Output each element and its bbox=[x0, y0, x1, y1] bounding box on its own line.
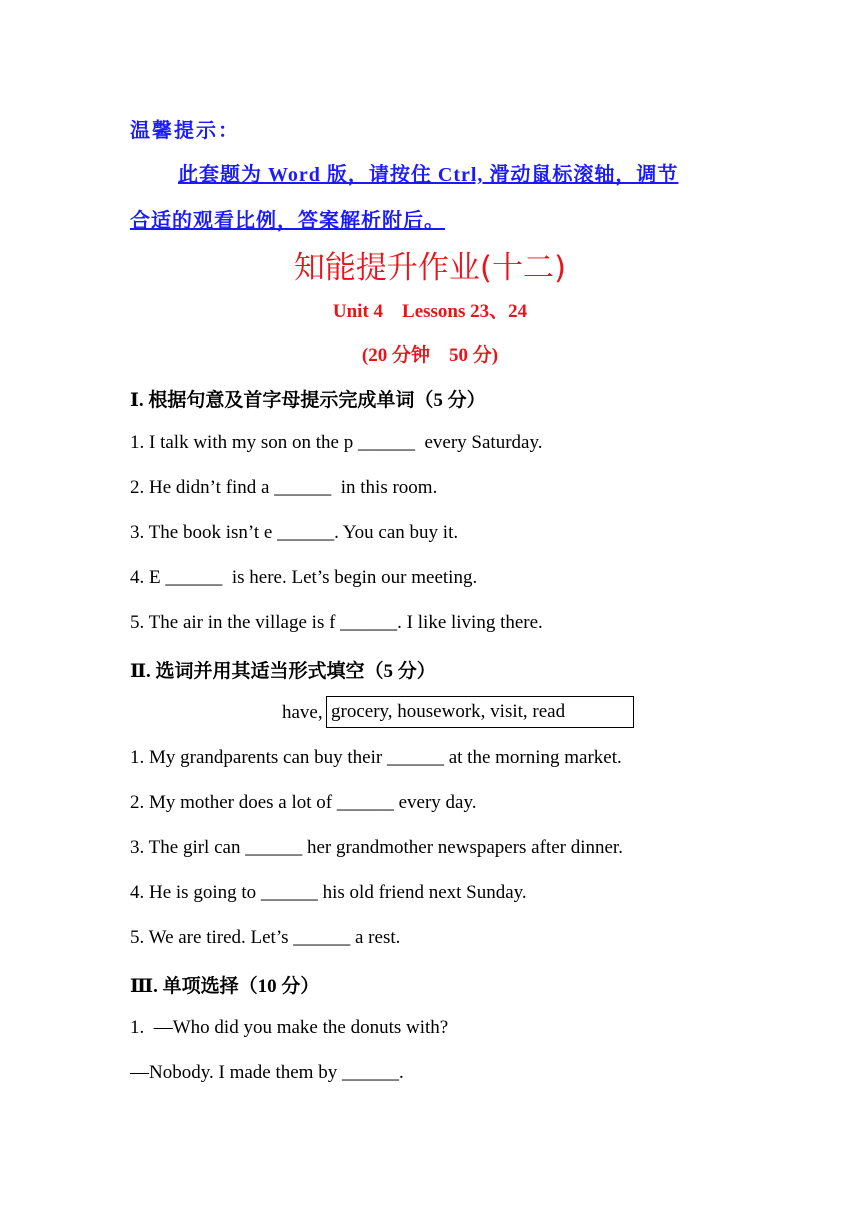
section-1-question: 2. He didn’t find a ______ in this room. bbox=[130, 477, 438, 498]
section-3-heading: Ⅲ. 单项选择（10 分） bbox=[130, 976, 320, 997]
unit-subtitle: Unit 4 Lessons 23、24 bbox=[332, 301, 528, 322]
word-box-prefix: have, bbox=[282, 702, 323, 723]
section-3-question: 1. —Who did you make the donuts with? bbox=[130, 1017, 449, 1038]
section-2-question: 2. My mother does a lot of ______ every day. bbox=[130, 792, 477, 813]
section-1-question: 5. The air in the village is f ______. I like living there. bbox=[130, 612, 543, 633]
section-3-answer-prompt: —Nobody. I made them by ______. bbox=[130, 1062, 404, 1083]
section-1-heading: Ⅰ. 根据句意及首字母提示完成单词（5 分） bbox=[130, 390, 486, 411]
section-1-question: 1. I talk with my son on the p ______ every Saturday. bbox=[130, 432, 543, 453]
page-title: 知能提升作业(十二) bbox=[293, 250, 567, 286]
time-score-note: (20 分钟 50 分) bbox=[361, 345, 499, 366]
section-2-question: 5. We are tired. Let’s ______ a rest. bbox=[130, 927, 401, 948]
word-box: grocery, housework, visit, read bbox=[326, 696, 634, 728]
section-2-question: 4. He is going to ______ his old friend next Sunday. bbox=[130, 882, 527, 903]
section-1-question: 3. The book isn’t e ______. You can buy it. bbox=[130, 522, 459, 543]
tip-line-1: 此套题为 Word 版，请按住 Ctrl, 滑动鼠标滚轴，调节 bbox=[178, 164, 679, 186]
section-2-question: 1. My grandparents can buy their ______ at the morning market. bbox=[130, 747, 622, 768]
section-2-question: 3. The girl can ______ her grandmother newspapers after dinner. bbox=[130, 837, 623, 858]
section-2-heading: Ⅱ. 选词并用其适当形式填空（5 分） bbox=[130, 661, 436, 682]
tip-heading: 温馨提示： bbox=[130, 120, 240, 142]
tip-line-2: 合适的观看比例，答案解析附后。 bbox=[130, 210, 445, 232]
section-1-question: 4. E ______ is here. Let’s begin our meeting. bbox=[130, 567, 478, 588]
